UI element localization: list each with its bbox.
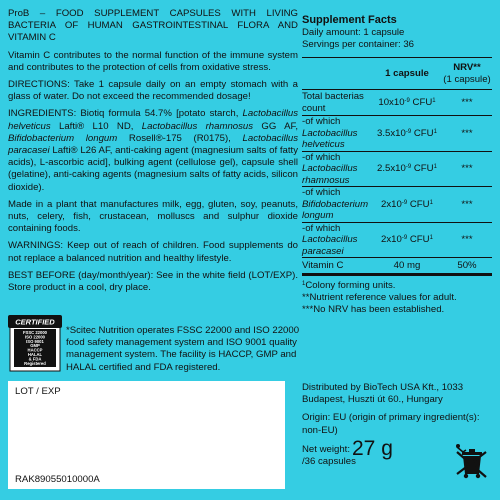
- facts-row-nrv: ***: [461, 198, 473, 210]
- warnings-text: WARNINGS: Keep out of reach of children. Food supplements do not replace a balanced nutrition and healthy lifestyle.: [8, 240, 298, 264]
- badge-line: Registered: [24, 360, 46, 366]
- badge-line: ISO 22000: [24, 334, 46, 340]
- badge-line: FSSC 22000: [23, 330, 47, 335]
- facts-row: [302, 222, 492, 258]
- facts-row-name: -of which Bifidobacterium longum: [302, 187, 369, 221]
- lot-exp-field: [8, 381, 285, 489]
- facts-footnotes: [302, 280, 492, 316]
- label-left-column: [8, 8, 298, 299]
- vitc-value: 40 mg: [393, 259, 421, 271]
- facts-row-nrv: ***: [461, 163, 473, 174]
- facts-table: [302, 57, 492, 276]
- recycle-bin-icon: [453, 441, 489, 481]
- origin-text: Origin: EU (origin of primary ingredient(s): non-EU): [302, 412, 480, 436]
- directions-text: DIRECTIONS: Take 1 capsule daily on an empty stomach with a glass of water. Do not exceed the recommended dosage!: [8, 79, 298, 103]
- distributor-block: [302, 382, 492, 443]
- footnote-cfu: $^1$Colony forming units.: [302, 280, 396, 291]
- best-before-text: BEST BEFORE (day/month/year): See in the white field (LOT/EXP). Store product in a cool, dry place.: [8, 269, 298, 294]
- net-weight-label: Net weight:: [302, 444, 350, 455]
- facts-row-name: Total bacterias count: [302, 91, 364, 114]
- product-intro: ProB – FOOD SUPPLEMENT CAPSULES WITH LIVING BACTERIA OF HUMAN GASTROINTESTINAL FLORA AND VITAMIN C: [8, 8, 298, 44]
- net-weight: [302, 437, 442, 468]
- lot-label: LOT / EXP: [15, 386, 61, 397]
- facts-row: [302, 187, 492, 223]
- capsule-count: /36 capsules: [302, 456, 356, 467]
- badge-line: GMP: [30, 343, 40, 349]
- facts-row: [302, 116, 492, 152]
- servings-per-container: Servings per container: 36: [302, 39, 414, 50]
- facts-row-name: -of which Lactobacillus paracasei: [302, 222, 358, 257]
- badge-line: & FDA: [28, 356, 42, 362]
- certification-text: *Scitec Nutrition operates FSSC 22000 and ISO 22000 food safety management system and ISO 9001 quality management system. The facility is HACCP, GMP and HALAL certified and FDA registered.: [66, 325, 300, 373]
- facts-title: Supplement Facts: [302, 14, 397, 26]
- facts-row: [302, 90, 492, 116]
- facts-row-value: $2.5x10^{-9}$ CFU$^1$: [377, 163, 437, 174]
- vitc-name: Vitamin C: [302, 259, 344, 271]
- footnote-no-nrv: ***No NRV has been established.: [302, 304, 445, 315]
- col-nrv: NRV** (1 capsule): [443, 62, 491, 85]
- ingredients-text: INGREDIENTS: Biotiq formula 54.7% [potato starch, Lactobacillus helveticus Lafti® L10 ND, Lactobacillus rhamnosus GG AF, Bifidobacterium longum Rosell®-175 (R0175), Lactobacillus paracasei Lafti® L26 AF, anti-caking agent (magnesium salts of fatty acids), L-ascorbic acid], bulking agent (cellulose gel), capsule shell (gelatine), anti-caking agents (magnesium salts of fatty acids, silicon dioxide).: [8, 108, 298, 193]
- facts-row-nrv: ***: [461, 127, 473, 139]
- daily-amount: Daily amount: 1 capsule: [302, 27, 405, 38]
- facts-row-nrv: ***: [461, 96, 473, 108]
- facts-row-value: $2x10^{-9}$ CFU$^1$: [381, 234, 433, 245]
- vitamin-claim: Vitamin C contributes to the normal function of the immune system and contributes to the protection of cells from oxidative stress.: [8, 49, 298, 73]
- facts-row-nrv: ***: [461, 234, 473, 245]
- certified-badge-icon: [8, 315, 62, 373]
- facts-row-name: -of which Lactobacillus helveticus: [302, 116, 358, 150]
- badge-line: ISO 9001: [26, 338, 44, 344]
- distributor-address: Distributed by BioTech USA Kft., 1033 Budapest, Huszti út 60., Hungary: [302, 382, 464, 406]
- facts-row-value: $2x10^{-9}$ CFU$^1$: [381, 198, 433, 210]
- vitamin-c-row: [302, 258, 492, 275]
- footnote-nrv: **Nutrient reference values for adult.: [302, 292, 457, 303]
- facts-row-name: -of which Lactobacillus rhamnosus: [302, 151, 358, 186]
- lot-code: RAK89055010000A: [15, 474, 100, 485]
- vitc-nrv: 50%: [457, 259, 477, 271]
- allergen-text: Made in a plant that manufactures milk, egg, gluten, soy, peanuts, nuts, celery, fish, crustacean, molluscs and sulphur dioxide containing foods.: [8, 198, 298, 235]
- supplement-facts-panel: [302, 14, 492, 316]
- badge-line: HALAL: [27, 352, 43, 357]
- badge-line: HACCP: [27, 347, 43, 353]
- facts-row: [302, 151, 492, 187]
- facts-row-value: $3.5x10^{-9}$ CFU$^1$: [377, 127, 437, 139]
- col-capsule: 1 capsule: [385, 67, 429, 79]
- net-weight-value: 27 g: [352, 437, 393, 460]
- badge-title: CERTIFIED: [15, 317, 55, 327]
- certification-block: [8, 315, 298, 375]
- facts-row-value: $10x10^{-9}$ CFU$^1$: [378, 96, 436, 108]
- facts-header-row: [302, 58, 492, 90]
